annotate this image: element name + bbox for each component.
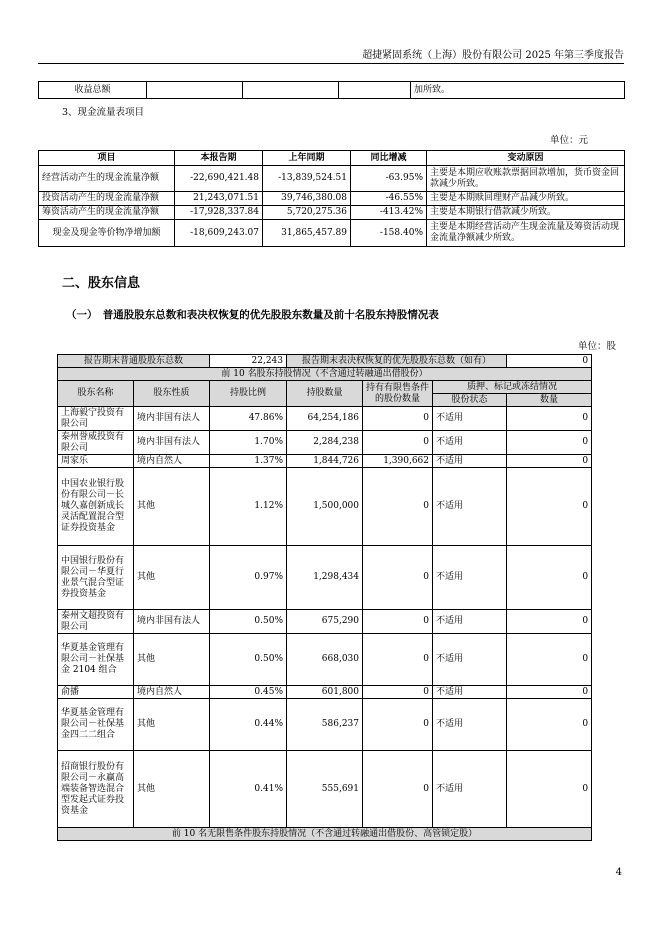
cashflow-row-current: -22,690,421.48 <box>175 166 263 192</box>
holder-status: 不适用 <box>433 686 507 699</box>
holder-row <box>58 546 592 610</box>
cashflow-col-current: 本报告期 <box>175 151 263 166</box>
cashflow-row-item: 筹资活动产生的现金流量净额 <box>39 206 175 220</box>
holder-qty: 601,800 <box>287 686 363 699</box>
holder-nature: 境内自然人 <box>134 686 210 699</box>
holders-col-status: 股份状态 <box>433 394 507 407</box>
cashflow-col-reason: 变动原因 <box>427 151 625 166</box>
holder-amount: 0 <box>507 455 592 468</box>
holder-row <box>58 634 592 686</box>
cashflow-col-lastyear: 上年同期 <box>263 151 351 166</box>
holder-restricted: 0 <box>363 751 433 828</box>
holder-name: 上海毅宁投资有限公司 <box>58 407 134 431</box>
holder-nature: 其他 <box>134 634 210 686</box>
holders-total-row <box>58 355 592 368</box>
holder-status: 不适用 <box>433 468 507 546</box>
holders-total-label: 报告期末普通股股东总数 <box>58 355 210 368</box>
holder-nature: 其他 <box>134 751 210 828</box>
prev-table-label: 收益总额 <box>39 82 147 99</box>
cashflow-col-change: 同比增减 <box>351 151 427 166</box>
holder-restricted: 0 <box>363 686 433 699</box>
holder-ratio: 1.70% <box>210 431 287 455</box>
cashflow-col-item: 项目 <box>39 151 175 166</box>
holder-restricted: 0 <box>363 468 433 546</box>
header-rule <box>38 63 624 64</box>
holder-restricted: 1,390,662 <box>363 455 433 468</box>
cashflow-row-lastyear: 31,865,457.89 <box>263 220 351 247</box>
holder-name: 俞播 <box>58 686 134 699</box>
holders-footer-title: 前 10 名无限售条件股东持股情况（不含通过转融通出借股份、高管锁定股） <box>58 828 592 841</box>
holder-ratio: 47.86% <box>210 407 287 431</box>
holder-amount: 0 <box>507 431 592 455</box>
cashflow-unit: 单位：元 <box>549 135 588 146</box>
holder-name: 招商银行股份有限公司－永赢高端装备智选混合型发起式证券投资基金 <box>58 751 134 828</box>
holders-table <box>57 354 592 841</box>
holder-amount: 0 <box>507 751 592 828</box>
holder-ratio: 0.45% <box>210 686 287 699</box>
cashflow-row-lastyear: 39,746,380.08 <box>263 192 351 206</box>
holder-row <box>58 610 592 634</box>
cashflow-row-lastyear: 5,720,275.36 <box>263 206 351 220</box>
holder-qty: 2,284,238 <box>287 431 363 455</box>
section-title: 二、股东信息 <box>62 276 141 291</box>
holder-name: 泰州文超投资有限公司 <box>58 610 134 634</box>
holder-restricted: 0 <box>363 610 433 634</box>
holder-nature: 境内非国有法人 <box>134 407 210 431</box>
holder-ratio: 0.97% <box>210 546 287 610</box>
cashflow-row-change: -158.40% <box>351 220 427 247</box>
holder-name: 华夏基金管理有限公司－社保基金四二二组合 <box>58 699 134 751</box>
holder-row <box>58 751 592 828</box>
holders-pref-value: 0 <box>507 355 592 368</box>
holder-status: 不适用 <box>433 634 507 686</box>
holder-nature: 其他 <box>134 468 210 546</box>
holder-restricted: 0 <box>363 431 433 455</box>
page-header-title: 超捷紧固系统（上海）股份有限公司 2025 年第三季度报告 <box>362 50 624 61</box>
holder-name: 周家乐 <box>58 455 134 468</box>
cashflow-row <box>39 220 625 247</box>
cashflow-row-reason: 主要是本期经营活动产生现金流量及筹资活动现金流量净额减少所致。 <box>427 220 625 247</box>
holder-qty: 675,290 <box>287 610 363 634</box>
holder-qty: 1,500,000 <box>287 468 363 546</box>
holder-status: 不适用 <box>433 699 507 751</box>
holder-ratio: 1.12% <box>210 468 287 546</box>
cashflow-row <box>39 206 625 220</box>
holder-nature: 境内非国有法人 <box>134 610 210 634</box>
holders-total-value: 22,243 <box>210 355 287 368</box>
holder-restricted: 0 <box>363 634 433 686</box>
holder-name: 泰州誉威投资有限公司 <box>58 431 134 455</box>
holder-nature: 其他 <box>134 546 210 610</box>
holder-status: 不适用 <box>433 431 507 455</box>
cashflow-row-item: 经营活动产生的现金流量净额 <box>39 166 175 192</box>
cashflow-row <box>39 166 625 192</box>
cashflow-row-item: 投资活动产生的现金流量净额 <box>39 192 175 206</box>
holder-amount: 0 <box>507 634 592 686</box>
cashflow-row-change: -413.42% <box>351 206 427 220</box>
page-number: 4 <box>615 867 622 878</box>
holder-qty: 555,691 <box>287 751 363 828</box>
holders-col-name: 股东名称 <box>58 381 134 407</box>
cashflow-row-reason: 主要是本期赎回理财产品减少所致。 <box>427 192 625 206</box>
holder-name: 中国银行股份有限公司－华夏行业景气混合型证券投资基金 <box>58 546 134 610</box>
cashflow-row-current: -17,928,337.84 <box>175 206 263 220</box>
cashflow-row-reason: 主要是本期应收账款票据回款增加，货币资金回款减少所致。 <box>427 166 625 192</box>
holder-row <box>58 407 592 431</box>
holder-restricted: 0 <box>363 546 433 610</box>
holders-pref-label: 报告期末表决权恢复的优先股股东总数（如有） <box>287 355 507 368</box>
holder-nature: 其他 <box>134 699 210 751</box>
cashflow-row-change: -46.55% <box>351 192 427 206</box>
holder-qty: 1,298,434 <box>287 546 363 610</box>
holder-row <box>58 699 592 751</box>
holder-status: 不适用 <box>433 546 507 610</box>
holders-col-qty: 持股数量 <box>287 381 363 407</box>
cashflow-row-lastyear: -13,839,524.51 <box>263 166 351 192</box>
holder-ratio: 0.44% <box>210 699 287 751</box>
cashflow-table <box>38 150 625 247</box>
section-subtitle: （一） 普通股股东总数和表决权恢复的优先股股东数量及前十名股东持股情况表 <box>66 309 439 321</box>
cashflow-row-item: 现金及现金等价物净增加额 <box>39 220 175 247</box>
holder-row <box>58 431 592 455</box>
holder-row <box>58 455 592 468</box>
cashflow-row-current: 21,243,071.51 <box>175 192 263 206</box>
holder-ratio: 0.50% <box>210 610 287 634</box>
holders-top10-title: 前 10 名股东持股情况（不含通过转融通出借股份） <box>58 368 592 381</box>
holder-status: 不适用 <box>433 455 507 468</box>
holders-col-pledge: 质押、标记或冻结情况 <box>433 381 592 394</box>
holder-qty: 586,237 <box>287 699 363 751</box>
holders-col-restricted: 持有有限售条件的股份数量 <box>363 381 433 407</box>
holder-qty: 64,254,186 <box>287 407 363 431</box>
holder-restricted: 0 <box>363 407 433 431</box>
cashflow-row-change: -63.95% <box>351 166 427 192</box>
holder-amount: 0 <box>507 546 592 610</box>
prev-table-note: 加所致。 <box>411 82 625 99</box>
prev-table-tail <box>38 81 625 99</box>
holder-row <box>58 468 592 546</box>
holder-name: 华夏基金管理有限公司－社保基金 2104 组合 <box>58 634 134 686</box>
holders-col-nature: 股东性质 <box>134 381 210 407</box>
holder-ratio: 0.50% <box>210 634 287 686</box>
cashflow-row-reason: 主要是本期银行借款减少所致。 <box>427 206 625 220</box>
holder-amount: 0 <box>507 468 592 546</box>
holder-amount: 0 <box>507 686 592 699</box>
holders-col-amount: 数量 <box>507 394 592 407</box>
holder-row <box>58 686 592 699</box>
holder-status: 不适用 <box>433 751 507 828</box>
holders-unit: 单位：股 <box>577 341 616 352</box>
holder-amount: 0 <box>507 699 592 751</box>
holder-nature: 境内非国有法人 <box>134 431 210 455</box>
holder-amount: 0 <box>507 610 592 634</box>
holder-nature: 境内自然人 <box>134 455 210 468</box>
cashflow-section-title: 3、现金流量表项目 <box>62 107 145 118</box>
holders-col-ratio: 持股比例 <box>210 381 287 407</box>
holder-restricted: 0 <box>363 699 433 751</box>
cashflow-row-current: -18,609,243.07 <box>175 220 263 247</box>
cashflow-row <box>39 192 625 206</box>
holder-ratio: 1.37% <box>210 455 287 468</box>
holder-qty: 1,844,726 <box>287 455 363 468</box>
holder-name: 中国农业银行股份有限公司－长城久嘉创新成长灵活配置混合型证券投资基金 <box>58 468 134 546</box>
holder-amount: 0 <box>507 407 592 431</box>
holder-status: 不适用 <box>433 610 507 634</box>
holder-status: 不适用 <box>433 407 507 431</box>
holder-ratio: 0.41% <box>210 751 287 828</box>
holder-qty: 668,030 <box>287 634 363 686</box>
